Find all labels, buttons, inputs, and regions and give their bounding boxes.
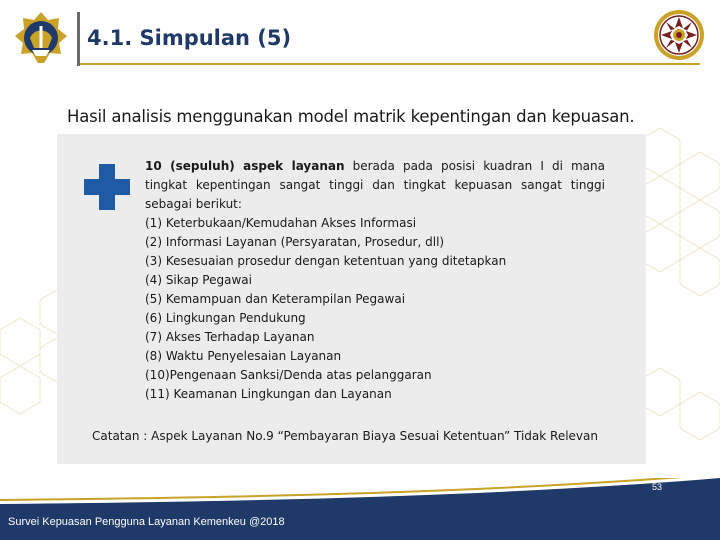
header-underline (80, 63, 700, 65)
list-item: (2) Informasi Layanan (Persyaratan, Prosedur, dll) (145, 235, 445, 249)
slide-header (0, 0, 720, 75)
aspect-intro-bold: 10 (sepuluh) aspek layanan (145, 159, 345, 173)
header-vertical-bar (77, 12, 80, 66)
note-text: Catatan : Aspek Layanan No.9 “Pembayaran Biaya Sesuai Ketentuan” Tidak Relevan (92, 429, 598, 443)
ugm-emblem-logo (652, 8, 706, 62)
list-item: (5) Kemampuan dan Keterampilan Pegawai (145, 292, 406, 306)
aspect-list (145, 214, 605, 404)
list-item: (1) Keterbukaan/Kemudahan Akses Informasi (145, 216, 417, 230)
list-item: (10)Pengenaan Sanksi/Denda atas pelanggaran (145, 368, 432, 382)
page-title: 4.1. Simpulan (5) (87, 26, 292, 50)
aspect-summary (145, 157, 605, 404)
kemenkeu-logo (12, 10, 70, 66)
list-item: (8) Waktu Penyelesaian Layanan (145, 349, 342, 363)
list-item: (3) Kesesuaian prosedur dengan ketentuan yang ditetapkan (145, 254, 507, 268)
footer-band (0, 478, 720, 540)
list-item: (7) Akses Terhadap Layanan (145, 330, 315, 344)
page-number: 53 (652, 482, 663, 492)
plus-icon (84, 164, 130, 210)
list-item: (11) Keamanan Lingkungan dan Layanan (145, 387, 392, 401)
aspect-intro (145, 157, 605, 214)
footer-text: Survei Kepuasan Pengguna Layanan Kemenkeu @2018 (8, 516, 285, 528)
slide-subtitle: Hasil analisis menggunakan model matrik kepentingan dan kepuasan. (67, 107, 635, 126)
aspect-intro-text: berada pada posisi kuadran I di mana tingkat kepentingan sangat tinggi dan tingkat kepuasan sangat tinggi sebagai berikut: (145, 159, 605, 211)
list-item: (4) Sikap Pegawai (145, 273, 252, 287)
list-item: (6) Lingkungan Pendukung (145, 311, 306, 325)
